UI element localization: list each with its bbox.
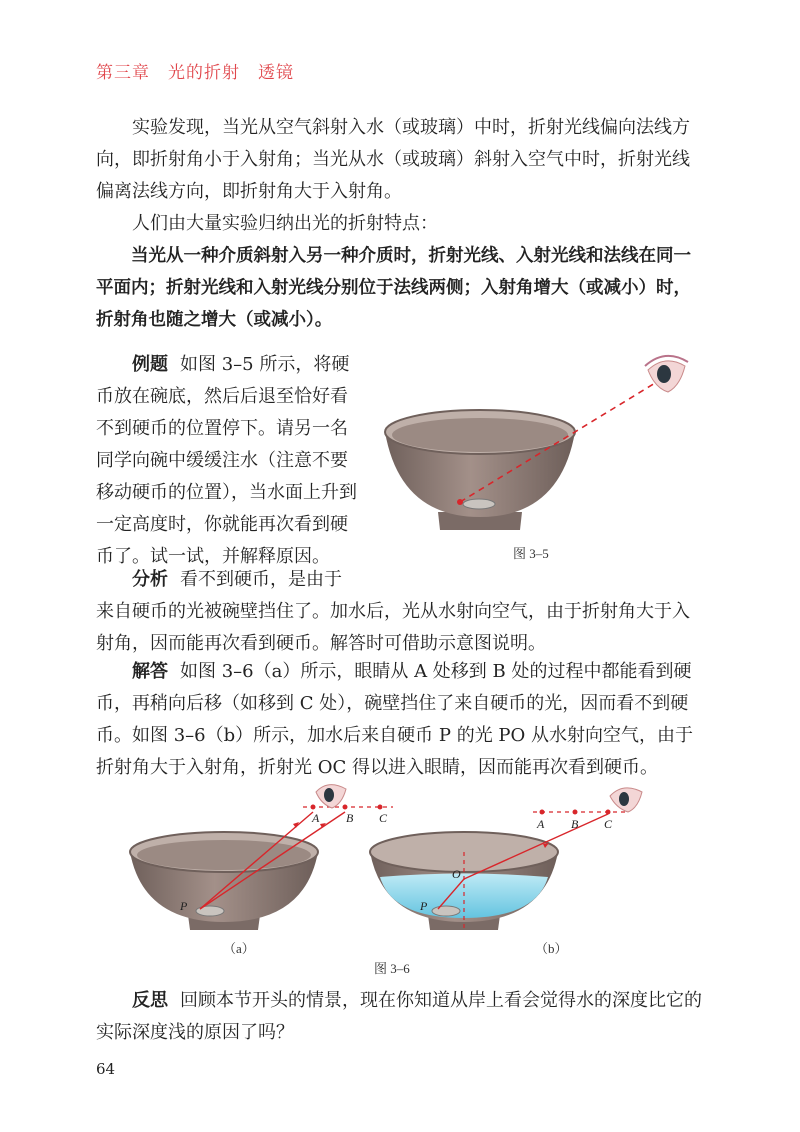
coin	[463, 499, 495, 509]
label-p: P	[180, 899, 188, 913]
figure-3-6b	[368, 782, 668, 947]
bowl-inside	[392, 418, 568, 452]
label-b: B	[571, 817, 579, 831]
eye-icon	[645, 356, 688, 392]
page-number: 64	[96, 1060, 116, 1078]
paragraph-experiment: 实验发现，当光从空气斜射入水（或玻璃）中时，折射光线偏向法线方向，即折射角小于入射角；当光从水（或玻璃）斜射入空气中时，折射光线偏离法线方向，即折射角大于入射角。	[96, 117, 690, 202]
label-o: O	[452, 867, 461, 881]
example-text: 如图 3–5 所示，将硬币放在碗底，然后后退至恰好看不到硬币的位置停下。请另一名同学向碗中缓缓注水（注意不要移动硬币的位置），当水面上升到一定高度时，你就能再次看到硬币了。试一试，并解释原因。	[96, 354, 357, 567]
reflection-label: 反思	[132, 990, 168, 1011]
label-p: P	[420, 899, 428, 913]
coin	[432, 906, 460, 916]
figure-3-5	[380, 352, 710, 552]
eye-icon	[610, 788, 642, 812]
eye-icon	[316, 785, 346, 808]
answer-block	[96, 656, 706, 784]
analysis-text: 来自硬币的光被碗壁挡住了。加水后，光从水射向空气，由于折射角大于入射角，因而能再次看到硬币。解答时可借助示意图说明。	[96, 601, 690, 654]
answer-text: 如图 3–6（a）所示，眼睛从 A 处移到 B 处的过程中都能看到硬币，再稍向后移（如移到 C 处），碗壁挡住了来自硬币的光，因而看不到硬币。如图 3–6（b）所示，加水后来自硬币 P 的光 PO 从水射向空气，由于折射角大于入射角，折射光 OC 得以进入眼睛，因而能再次看到硬币。	[96, 661, 694, 778]
label-b: B	[346, 811, 354, 825]
example-label: 例题	[132, 354, 168, 375]
label-a: A	[537, 817, 545, 831]
figure-3-5-caption: 图 3–5	[513, 546, 549, 561]
reflection-block	[96, 985, 706, 1049]
chapter-header: 第三章 光的折射 透镜	[96, 63, 294, 83]
figure-3-6a-caption: （a）	[223, 941, 255, 956]
example-block	[96, 349, 364, 573]
analysis-line1: 看不到硬币，是由于	[180, 569, 342, 590]
label-c: C	[604, 817, 613, 831]
analysis-first-line	[96, 564, 706, 596]
paragraph-summary-intro: 人们由大量实验归纳出光的折射特点：	[132, 213, 438, 234]
paragraph-refraction-law: 当光从一种介质斜射入另一种介质时，折射光线、入射光线和法线在同一平面内；折射光线和入射光线分别位于法线两侧；入射角增大（或减小）时，折射角也随之增大（或减小）。	[96, 246, 691, 330]
label-c: C	[379, 811, 388, 825]
label-a: A	[312, 811, 320, 825]
answer-label: 解答	[132, 661, 168, 682]
coin	[196, 906, 224, 916]
reflection-text: 回顾本节开头的情景，现在你知道从岸上看会觉得水的深度比它的实际深度浅的原因了吗？	[96, 990, 702, 1043]
figure-3-6b-caption: （b）	[535, 941, 568, 956]
figure-3-6-caption: 图 3–6	[374, 961, 410, 976]
analysis-label: 分析	[132, 569, 168, 590]
